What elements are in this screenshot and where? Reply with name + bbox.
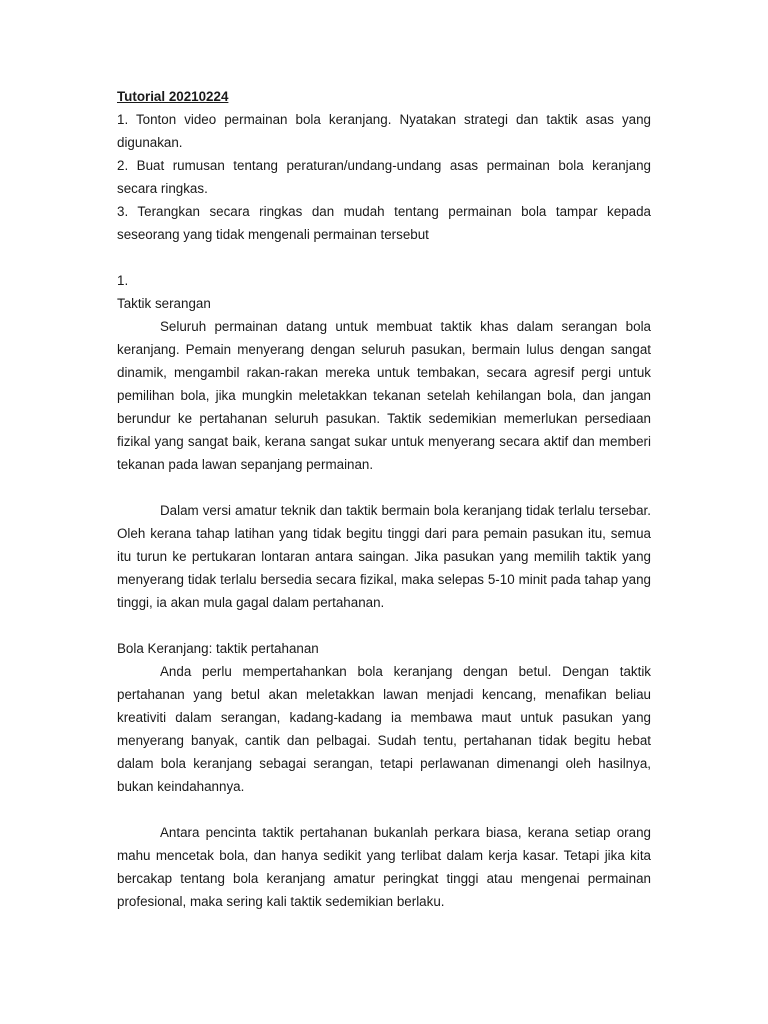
question-list <box>117 108 651 246</box>
question-item: 3. Terangkan secara ringkas dan mudah tentang permainan bola tampar kepada seseorang yang tidak mengenali permainan tersebut <box>117 204 651 242</box>
body-paragraph: Anda perlu mempertahankan bola keranjang dengan betul. Dengan taktik pertahanan yang betul akan meletakkan lawan menjadi kencang, menafikan beliau kreativiti dalam serangan, kadang-kadang ia membawa maut untuk pasukan yang menyerang banyak, cantik dan pelbagai. Sudah tentu, pertahanan tidak begitu hebat dalam bola keranjang sebagai serangan, tetapi perlawanan dimenangi oleh hasilnya, bukan keindahannya. <box>117 664 651 794</box>
body-paragraph: Seluruh permainan datang untuk membuat taktik khas dalam serangan bola keranjang. Pemain menyerang dengan seluruh pasukan, bermain lulus dengan sangat dinamik, mengambil rakan-rakan mereka untuk tembakan, secara agresif pergi untuk pemilihan bola, jika mungkin meletakkan tekanan setelah kehilangan bola, dan jangan berundur ke pertahanan seluruh pasukan. Taktik sedemikian memerlukan persediaan fizikal yang sangat baik, kerana sangat sukar untuk menyerang secara aktif dan memberi tekanan pada lawan sepanjang permainan. <box>117 319 651 472</box>
question-item: 2. Buat rumusan tentang peraturan/undang-undang asas permainan bola keranjang secara ringkas. <box>117 158 651 196</box>
question-item: 1. Tonton video permainan bola keranjang. Nyatakan strategi dan taktik asas yang digunakan. <box>117 112 651 150</box>
document-title: Tutorial 20210224 <box>117 89 229 104</box>
section-heading-attack: Taktik serangan <box>117 296 211 311</box>
section-heading-defense: Bola Keranjang: taktik pertahanan <box>117 641 319 656</box>
body-paragraph: Dalam versi amatur teknik dan taktik bermain bola keranjang tidak terlalu tersebar. Oleh kerana tahap latihan yang tidak begitu tinggi dari para pemain pasukan itu, semua itu turun ke pertukaran lontaran antara saingan. Jika pasukan yang memilih taktik yang menyerang tidak terlalu bersedia secara fizikal, maka selepas 5-10 minit pada tahap yang tinggi, ia akan mula gagal dalam pertahanan. <box>117 503 651 610</box>
document-page <box>117 85 651 913</box>
answer-number: 1. <box>117 273 129 288</box>
body-paragraph: Antara pencinta taktik pertahanan bukanlah perkara biasa, kerana setiap orang mahu mencetak bola, dan hanya sedikit yang terlibat dalam kerja kasar. Tetapi jika kita bercakap tentang bola keranjang amatur peringkat tinggi atau mengenai permainan profesional, maka sering kali taktik sedemikian berlaku. <box>117 825 651 909</box>
